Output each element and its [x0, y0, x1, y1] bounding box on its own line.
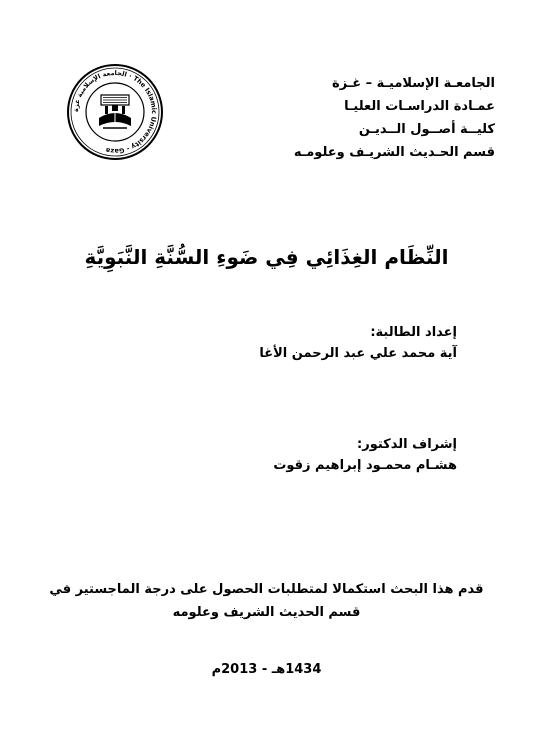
department-name: قسم الحـديث الشريـف وعلومـه — [293, 145, 495, 160]
student-label: إعداد الطالبة: — [370, 325, 457, 340]
institution-header — [195, 72, 495, 164]
seal-ring-text: الجامعة الإسلامية غزة · The Islamic University - Gaza — [71, 68, 159, 156]
thesis-title: النِّظَام الغِذَائِي فِي ضَوءِ السُّنَّةِ النَّبَوِيَّةِ — [84, 245, 449, 269]
supervisor-block — [77, 435, 457, 477]
graduate-studies-deanship: عمـادة الدراسـات العليـا — [344, 99, 495, 114]
supervisor-label: إشراف الدكتور: — [357, 437, 457, 452]
submission-statement — [0, 578, 533, 624]
submission-line-2: قسم الحديث الشريف وعلومه — [172, 605, 361, 620]
university-name: الجامعـة الإسلاميـة – غـزة — [332, 76, 495, 91]
student-block — [77, 323, 457, 365]
submission-date: 1434هـ - 2013م — [211, 662, 322, 677]
faculty-name: كليــة أصــول الــديـن — [358, 122, 495, 137]
submission-line-1: قدم هذا البحث استكمالا لمتطلبات الحصول على درجة الماجستير في — [49, 582, 484, 597]
supervisor-name: هشـام محمـود إبراهيم زقوت — [273, 458, 457, 473]
svg-text:الجامعة الإسلامية غزة · The Is — [72, 69, 158, 155]
student-name: آية محمد علي عبد الرحمن الأغا — [259, 346, 457, 361]
seal-emblem — [99, 95, 131, 128]
university-seal-icon — [65, 62, 165, 162]
